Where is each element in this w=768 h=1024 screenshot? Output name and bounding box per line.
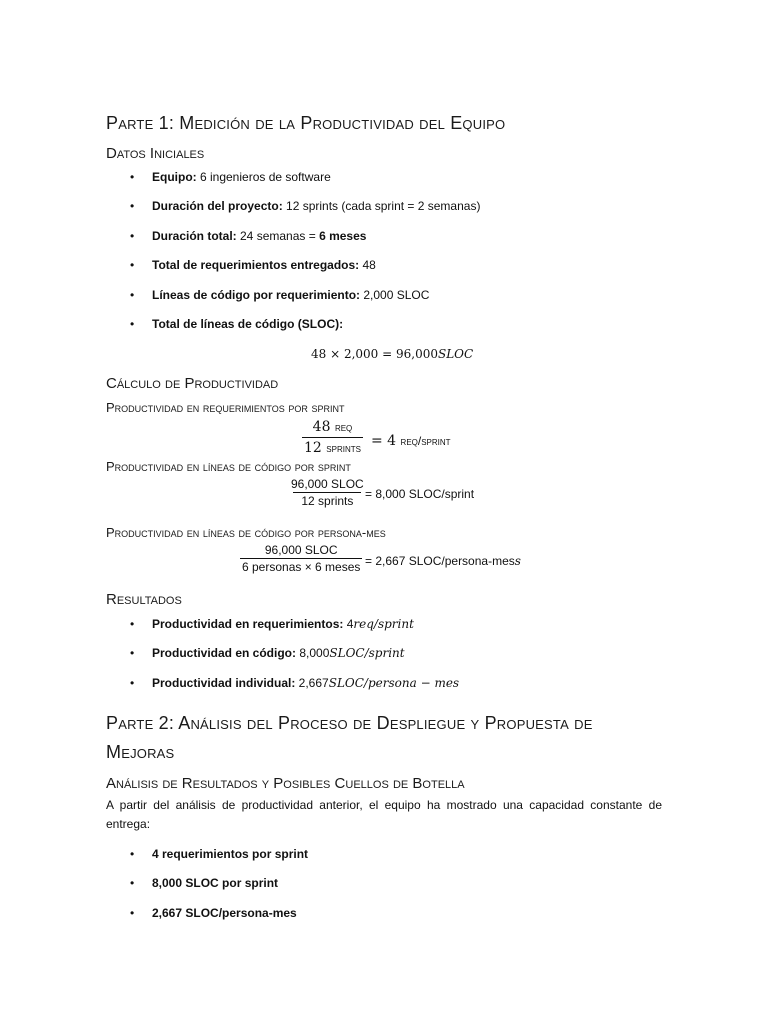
sloc-result: = 8,000 SLOC/sprint <box>365 487 475 501</box>
bullet-icon: • <box>130 676 135 690</box>
resultados-heading: Resultados <box>106 591 182 608</box>
req-fraction: 48 req 12 sprints <box>304 419 361 456</box>
sloc-fraction: 96,000 SLOC 12 sprints <box>291 477 364 508</box>
list-item: Total de requerimientos entregados: 48 <box>152 258 376 272</box>
bullet-icon: • <box>130 258 135 272</box>
analisis-heading: Análisis de Resultados y Posibles Cuellos de Botella <box>106 775 465 792</box>
parte2-title-line2: Mejoras <box>106 742 175 762</box>
bullet-icon: • <box>130 229 135 243</box>
bullet-icon: • <box>130 199 135 213</box>
list-item: Productividad en código: 8,000SLOC/sprint <box>152 646 405 660</box>
bullet-icon: • <box>130 170 135 184</box>
bullet-icon: • <box>130 646 135 660</box>
persona-result: = 2,667 SLOC/persona-mess <box>365 554 521 568</box>
bullet-icon: • <box>130 847 135 861</box>
list-item: Total de líneas de código (SLOC): <box>152 317 344 331</box>
analisis-paragraph: A partir del análisis de productividad anterior, el equipo ha mostrado una capacidad constante de entrega: <box>106 798 662 831</box>
list-item: 4 requerimientos por sprint <box>152 847 309 861</box>
list-item: 8,000 SLOC por sprint <box>152 876 279 890</box>
bullet-icon: • <box>130 317 135 331</box>
list-item: Equipo: 6 ingenieros de software <box>152 170 331 184</box>
bullet-icon: • <box>130 876 135 890</box>
bullet-icon: • <box>130 288 135 302</box>
parte2-title-line1: Parte 2: Análisis del Proceso de Despliegue y Propuesta de <box>106 713 593 733</box>
list-item: Productividad en requerimientos: 4req/sprint <box>152 617 414 631</box>
sloc-sprint-heading: Productividad en líneas de código por sprint <box>106 459 351 474</box>
list-item: Duración total: 24 semanas = 6 meses <box>152 229 367 243</box>
calculo-heading: Cálculo de Productividad <box>106 375 279 392</box>
bullet-icon: • <box>130 906 135 920</box>
list-item: 2,667 SLOC/persona-mes <box>152 906 297 920</box>
sloc-equation: 48 × 2,000 = 96,000SLOC <box>311 347 474 361</box>
persona-mes-heading: Productividad en líneas de código por persona-mes <box>106 525 386 540</box>
datos-iniciales-heading: Datos Iniciales <box>106 145 205 162</box>
list-item: Duración del proyecto: 12 sprints (cada sprint = 2 semanas) <box>152 199 481 213</box>
req-sprint-heading: Productividad en requerimientos por sprint <box>106 400 345 415</box>
bullet-icon: • <box>130 617 135 631</box>
list-item: Productividad individual: 2,667SLOC/persona − mes <box>152 676 460 690</box>
parte1-title: Parte 1: Medición de la Productividad del Equipo <box>106 113 506 133</box>
persona-fraction: 96,000 SLOC 6 personas × 6 meses <box>242 543 361 574</box>
req-result: = 4 req/sprint <box>371 433 451 449</box>
list-item: Líneas de código por requerimiento: 2,000 SLOC <box>152 288 430 302</box>
